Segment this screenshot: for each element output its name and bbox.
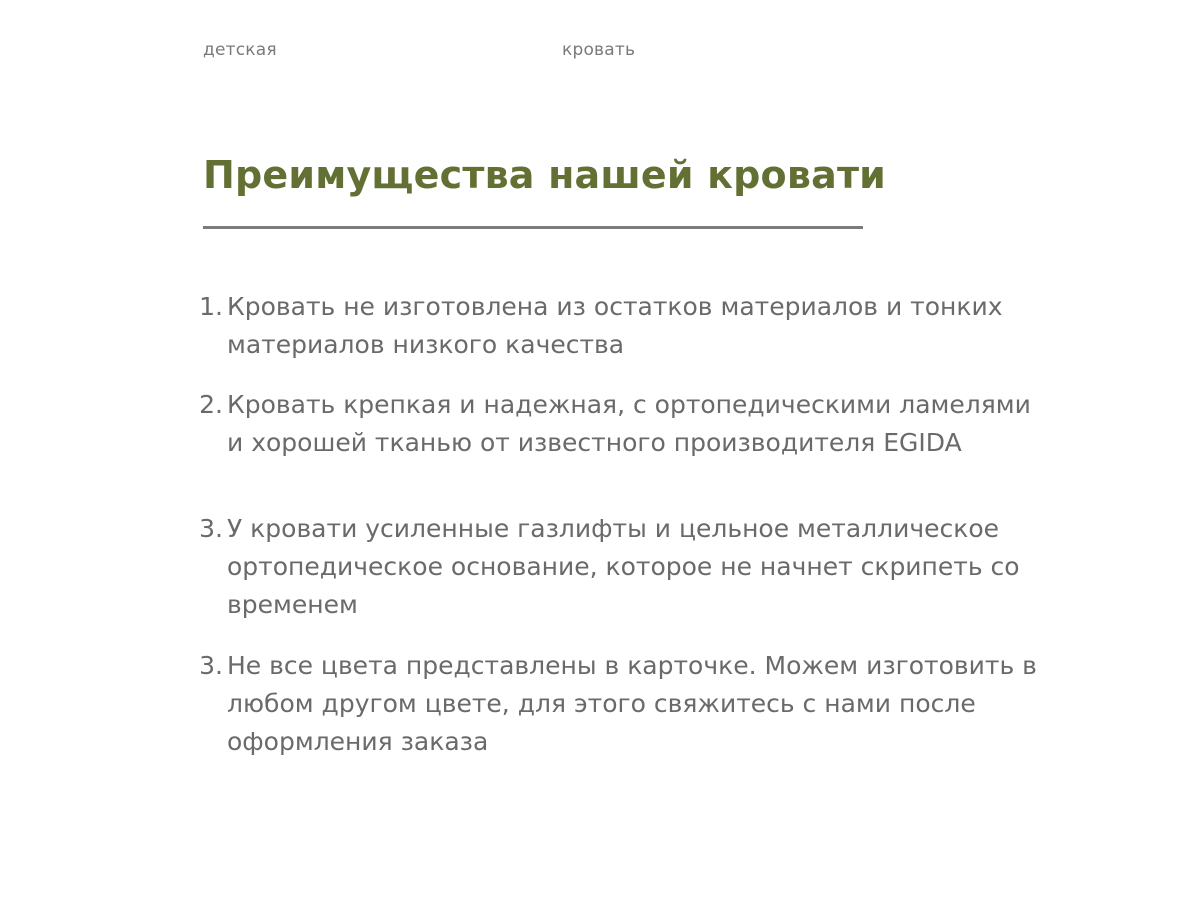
page-title: Преимущества нашей кровати (203, 153, 887, 197)
list-item-number: 3. (199, 651, 223, 680)
list-item-number: 3. (199, 514, 223, 543)
list-item-text: Кровать крепкая и надежная, с ортопедическими ламелями и хорошей тканью от известного производителя EGIDA (227, 390, 1031, 457)
list-item-number: 2. (199, 390, 223, 419)
product-label: кровать (562, 40, 636, 60)
list-item-text: Кровать не изготовлена из остатков материалов и тонких материалов низкого качества (227, 292, 1003, 359)
category-label: детская (203, 40, 277, 60)
list-item-text: У кровати усиленные газлифты и цельное металлическое ортопедическое основание, которое не начнет скрипеть со временем (227, 514, 1020, 619)
list-item-text: Не все цвета представлены в карточке. Можем изготовить в любом другом цвете, для этого свяжитесь с нами после оформления заказа (227, 651, 1037, 756)
list-item-number: 1. (199, 292, 223, 321)
